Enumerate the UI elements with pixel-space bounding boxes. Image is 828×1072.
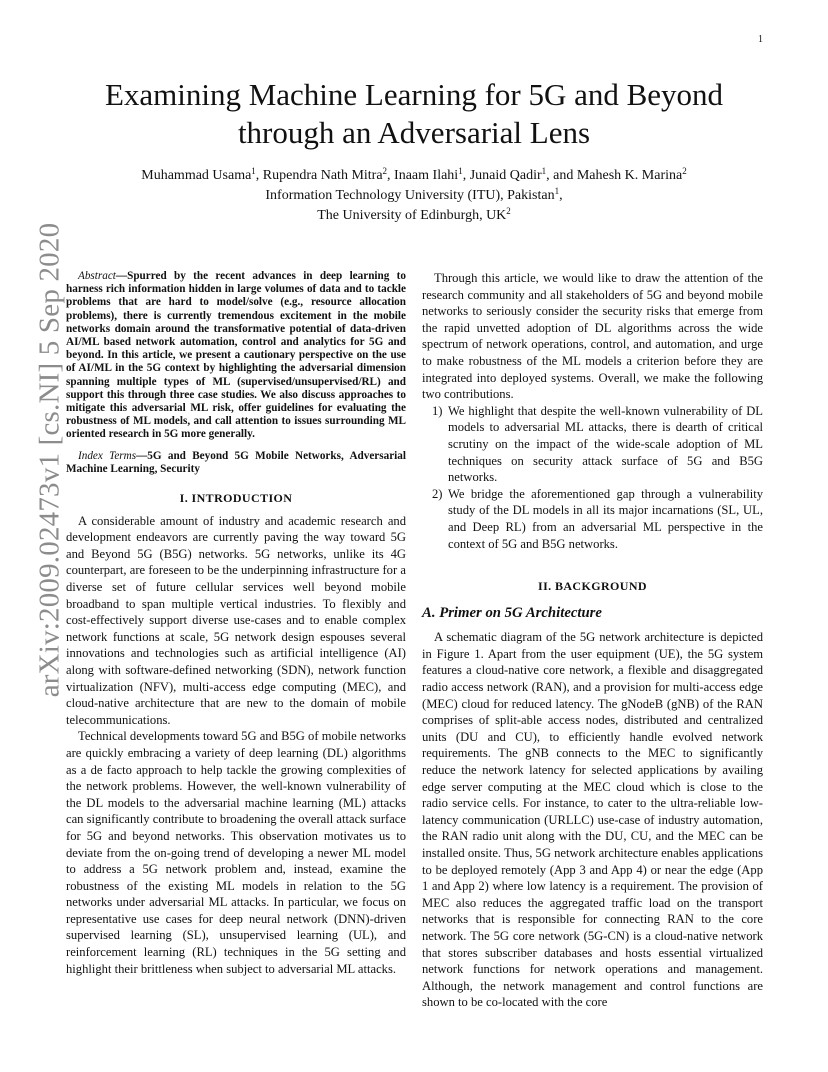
abstract-label: Abstract [78, 270, 116, 282]
author-block [60, 166, 768, 226]
list-item-text: We highlight that despite the well-known vulnerability of DL models to adversarial ML attacks, there is dearth of critical scrutiny on the impact of the wide-scale adoption of ML techniques on security attack surface of 5G and B5G networks. [448, 403, 763, 485]
author-names: Muhammad Usama$^1$, Rupendra Nath Mitra$^2$, Inaam Ilahi$^1$, Junaid Qadir$^1$, and Mahesh K. Marina$^2$ [141, 166, 687, 183]
affiliation-2: The University of Edinburgh, $UK^2$ [317, 206, 511, 223]
list-item [422, 486, 763, 552]
list-item [422, 403, 763, 486]
section-heading-introduction: I. INTRODUCTION [179, 491, 293, 506]
author-name: Inaam Ilahi [394, 168, 459, 183]
index-terms-label: Index Terms [78, 449, 137, 462]
contributions-list [422, 403, 763, 552]
body-paragraph: Through this article, we would like to draw the attention of the research community and all stakeholders of 5G and beyond mobile networks to seriously consider the security risks that emerge from the rapid unvetted adoption of DL algorithms across the wide spectrum of network operations, control, and automation, and urge to make robustness of the ML models a criterion before they are integrated into deployed systems. Overall, we make the following two contributions. [422, 271, 763, 402]
author-affil-mark: 1 [541, 166, 547, 176]
author-name: Muhammad Usama [141, 168, 252, 183]
author-name: Mahesh K. Marina [576, 168, 683, 183]
subsection-heading: A. Primer on 5G Architecture [422, 604, 602, 621]
section-heading-background: II. BACKGROUND [538, 579, 647, 594]
title-line-2: through an Adversarial Lens [237, 115, 591, 150]
abstract: Abstract—Spurred by the recent advances in deep learning to harness rich information hidden in large volumes of data and to tackle problems that are hard to model/solve (e.g., resource allocation problems), there is currently tremendous excitement in the mobile networks domain around the transformative potential of data-driven AI/ML based network automation, control and analytics for 5G and beyond. In this article, we present a cautionary perspective on the use of AI/ML in the 5G context by highlighting the adversarial dimension spanning multiple types of ML (supervised/unsupervised/RL) and support this through three case studies. We also discuss approaches to mitigate this adversarial ML risk, offer guidelines for evaluating the robustness of ML models, and call attention to issues surrounding ML oriented research in 5G more generally. [66, 270, 406, 441]
list-item-text: We bridge the aforementioned gap through a vulnerability study of the DL models in all its major incarnations (SL, UL, and Deep RL) from an adversarial ML perspective in the context of 5G and B5G networks. [448, 486, 763, 551]
author-affil-mark: 1 [458, 166, 463, 176]
title-line-1: Examining Machine Learning for 5G and Beyond [104, 77, 724, 112]
abstract-text: Spurred by the recent advances in deep learning to harness rich information hidden in large volumes of data and to tackle problems that are hard to model/solve (e.g., resource allocation problems), there is currently tremendous excitement in the mobile networks domain around the transformative potential of data-driven AI/ML based network automation, control and analytics for 5G and beyond. In this article, we present a cautionary perspective on the use of AI/ML in the 5G context by highlighting the adversarial dimension spanning multiple types of ML (supervised/unsupervised/RL) and support this through three case studies. We also discuss approaches to mitigate this adversarial ML risk, offer guidelines for evaluating the robustness of ML models, and call attention to issues surrounding ML oriented research in 5G more generally. [66, 270, 406, 441]
author-name: Rupendra Nath Mitra [262, 168, 383, 183]
index-terms-text: 5G and Beyond 5G Mobile Networks, Adversarial Machine Learning, Security [66, 449, 406, 475]
index-terms: Index Terms—5G and Beyond 5G Mobile Networks, Adversarial Machine Learning, Security [66, 449, 406, 475]
right-column [422, 270, 763, 1011]
body-paragraph: A schematic diagram of the 5G network architecture is depicted in Figure 1. Apart from the user equipment (UE), the 5G system features a cloud-native core network, a flexible and disaggregated radio access network (RAN), and a provision for multi-access edge (MEC) cloud for reduced latency. The gNodeB (gNB) of the RAN comprises of split-able access nodes, distributed and centralized units (DU and CU), to efficiently handle evolved network requirements. The gNB connects to the MEC to significantly reduce the network latency for selected applications by availing edge server computing at the MEC cloud which is close to the radio service cells. For instance, to cater to the ultra-reliable low-latency communication (URLLC) use-case of industry automation, the RAN radio unit along with the DU, CU, and the MEC can be installed onsite. Thus, 5G network architecture enables applications to be deployed remotely (App 3 and App 4) or near the edge (App 1 and App 2) where low latency is a requirement. The provision of MEC also reduces the aggregated traffic load on the transport networks that is responsible for connecting RAN to the core network. The 5G core network (5G-CN) is a cloud-native network that stores subscriber databases and hosts essential virtualized network functions for network operations and management. Although, the network management and control functions are shown to be co-located with the core [422, 630, 763, 1010]
author-name: Junaid Qadir [469, 168, 542, 183]
author-affil-mark: 2 [382, 166, 388, 176]
body-paragraph: A considerable amount of industry and academic research and development endeavors are currently paving the way toward 5G and Beyond 5G (B5G) networks. 5G networks, unlike its 4G counterpart, are foreseen to be the underpinning infrastructure for a diverse set of future cellular services well beyond mobile broadband to span multiple vertical industries. To flexibly and cost-effectively support diverse use-cases and to enable complex network functions at scale, 5G network design espouses several innovations and technologies such as artificial intelligence (AI) along with software-defined networking (SDN), network function virtualization (NFV), multi-access edge computing (MEC), and cloud-native architecture that are new to the domain of mobile telecommunications. [66, 513, 406, 727]
left-column [66, 270, 406, 977]
paper-title [60, 76, 768, 152]
page-number: 1 [758, 34, 763, 45]
list-item-number: 2) [432, 486, 443, 501]
body-paragraph: Technical developments toward 5G and B5G of mobile networks are quickly embracing a variety of deep learning (DL) algorithms as a de facto approach to help tackle the growing complexities of the network problems. However, the well-known vulnerability of the DL models to the adversarial machine learning (ML) attacks can significantly contribute to broadening the overall attack surface for 5G and beyond networks. This observation motivates us to deviate from the on-going trend of developing a newer ML model to address a 5G network problem and, instead, examine the robustness of the existing ML models in relation to the 5G networks under adversarial ML attacks. In particular, we focus on representative use cases for deep neural network (DNN)-driven supervised learning (SL), unsupervised learning (UL), and reinforcement learning (RL) techniques in the 5G setting and highlight their brittleness when subject to adversarial ML attacks. [66, 729, 406, 976]
arxiv-identifier-stamp: arXiv:2009.02473v1 [cs.NI] 5 Sep 2020 [33, 222, 66, 698]
list-item-number: 1) [432, 403, 443, 418]
author-affil-mark: 1 [251, 166, 256, 176]
author-affil-mark: 2 [682, 166, 687, 176]
affiliation-1: Information Technology University (ITU), Pakistan$^1$, [265, 186, 563, 203]
